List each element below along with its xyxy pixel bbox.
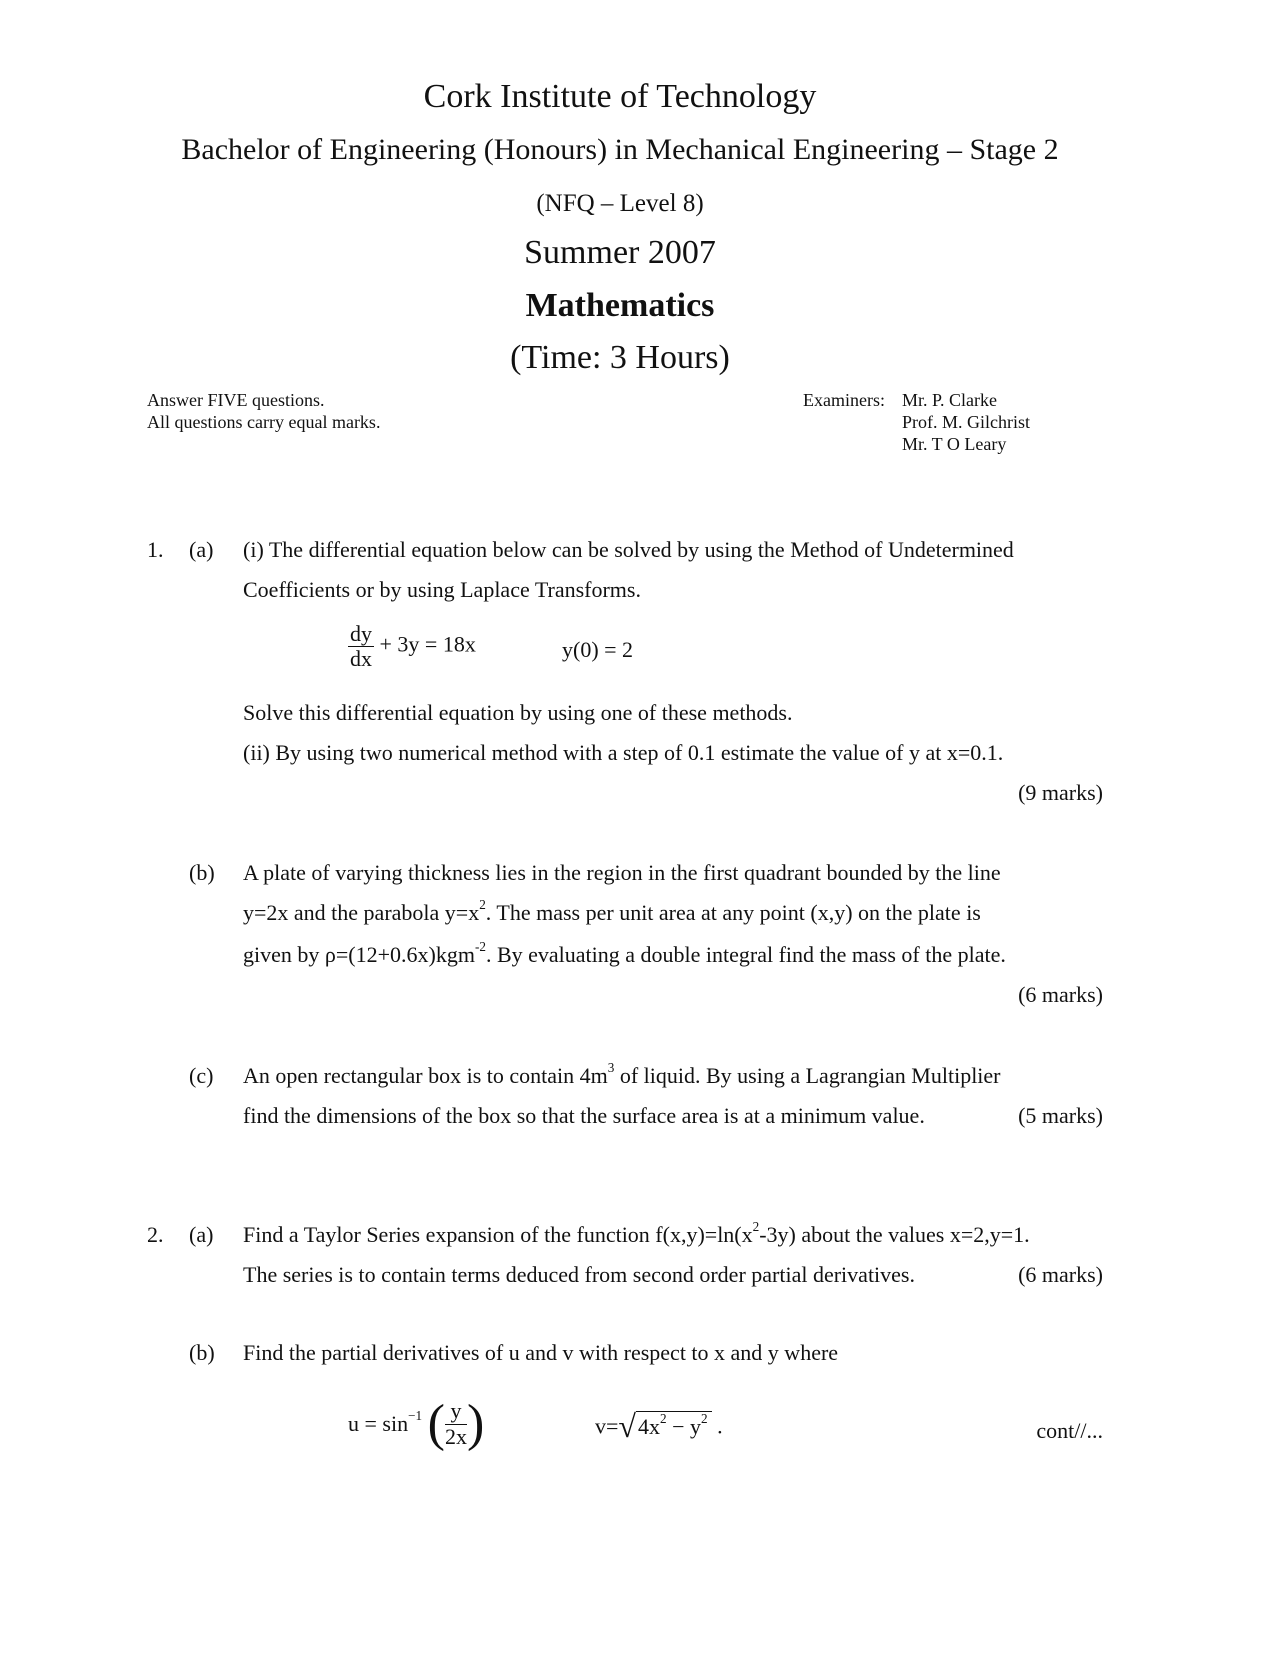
- examiners-label: Examiners:: [803, 390, 885, 410]
- time-label: (Time: 3 Hours): [510, 339, 730, 376]
- superscript: −1: [408, 1408, 423, 1424]
- left-paren: (: [427, 1395, 445, 1452]
- u-lhs: [348, 1408, 423, 1436]
- programme-title: Bachelor of Engineering (Honours) in Mechanical Engineering – Stage 2: [181, 133, 1059, 166]
- question-text: find the dimensions of the box so that the surface area is at a minimum value.: [243, 1103, 925, 1128]
- question-text: The series is to contain terms deduced from second order partial derivatives.: [243, 1262, 915, 1287]
- marks-label: (6 marks): [1018, 1262, 1103, 1287]
- instruction-line-1: Answer FIVE questions.: [147, 390, 325, 410]
- initial-condition: y(0) = 2: [562, 637, 634, 662]
- question-text: (ii) By using two numerical method with a step of 0.1 estimate the value of y at x=0.1.: [243, 740, 1004, 765]
- subject-title: Mathematics: [525, 287, 715, 324]
- marks-label: (6 marks): [1018, 982, 1103, 1007]
- text-span: of liquid. By using a Lagrangian Multiplier: [614, 1063, 1001, 1088]
- right-paren: ): [466, 1395, 485, 1452]
- institution-title: Cork Institute of Technology: [423, 78, 817, 115]
- question-text: [243, 897, 981, 926]
- text-span: .: [711, 1413, 723, 1439]
- derivative-fraction: [348, 622, 374, 671]
- superscript: 2: [479, 897, 486, 913]
- sqrt-radicand: [636, 1411, 712, 1439]
- superscript: -2: [474, 939, 486, 955]
- part-label: (b): [189, 860, 215, 885]
- v-equation: [595, 1408, 723, 1445]
- text-span: . By evaluating a double integral find the mass of the plate.: [485, 942, 1006, 967]
- marks-label: (5 marks): [1018, 1103, 1103, 1128]
- u-fraction: [445, 1399, 467, 1448]
- superscript: 2: [659, 1410, 667, 1426]
- part-label: (a): [189, 1222, 214, 1247]
- part-label: (a): [189, 537, 214, 562]
- examiner-name: Mr. P. Clarke: [902, 390, 998, 410]
- superscript: 3: [607, 1060, 615, 1076]
- question-number: 1.: [147, 537, 164, 562]
- equation-rhs: + 3y = 18x: [379, 631, 476, 657]
- question-text: Solve this differential equation by using one of these methods.: [243, 700, 793, 725]
- question-text: [243, 1060, 1001, 1089]
- examiner-name: Prof. M. Gilchrist: [902, 412, 1030, 432]
- fraction-numerator: dy: [350, 621, 372, 646]
- question-text: Coefficients or by using Laplace Transforms.: [243, 577, 641, 602]
- text-span: -3y) about the values x=2,y=1.: [759, 1222, 1030, 1247]
- continued-label: cont//...: [1036, 1418, 1103, 1443]
- superscript: 2: [701, 1410, 708, 1426]
- text-span: u = sin: [348, 1411, 409, 1436]
- fraction-numerator: y: [445, 1399, 467, 1424]
- question-number: 2.: [147, 1222, 164, 1247]
- u-equation: [348, 1395, 485, 1452]
- text-span: 4x: [637, 1413, 660, 1439]
- marks-label: (9 marks): [1018, 780, 1103, 805]
- fraction-denominator: dx: [350, 646, 372, 672]
- question-text: [243, 1219, 1030, 1248]
- instruction-line-2: All questions carry equal marks.: [147, 412, 381, 432]
- text-span: y=2x and the parabola y=x: [243, 900, 480, 925]
- text-span: An open rectangular box is to contain 4m: [243, 1063, 608, 1088]
- differential-equation: [348, 622, 476, 671]
- question-text: A plate of varying thickness lies in the region in the first quadrant bounded by the line: [243, 860, 1001, 885]
- text-span: given by ρ=(12+0.6x)kgm: [243, 942, 475, 967]
- text-span: . The mass per unit area at any point (x,y) on the plate is: [485, 900, 981, 925]
- text-span: Find a Taylor Series expansion of the function f(x,y)=ln(x: [243, 1222, 753, 1247]
- sqrt-icon: √: [618, 1408, 636, 1444]
- superscript: 2: [752, 1219, 760, 1235]
- level-label: (NFQ – Level 8): [536, 190, 704, 217]
- examiner-name: Mr. T O Leary: [902, 434, 1007, 454]
- part-label: (c): [189, 1063, 214, 1088]
- question-text: Find the partial derivatives of u and v with respect to x and y where: [243, 1340, 839, 1365]
- question-text: (i) The differential equation below can be solved by using the Method of Undetermined: [243, 537, 1014, 562]
- v-lhs: v=: [595, 1413, 619, 1439]
- part-label: (b): [189, 1340, 215, 1365]
- session-label: Summer 2007: [524, 234, 716, 271]
- fraction-denominator: 2x: [444, 1423, 467, 1449]
- question-text: [243, 939, 1006, 968]
- text-span: − y: [666, 1413, 701, 1439]
